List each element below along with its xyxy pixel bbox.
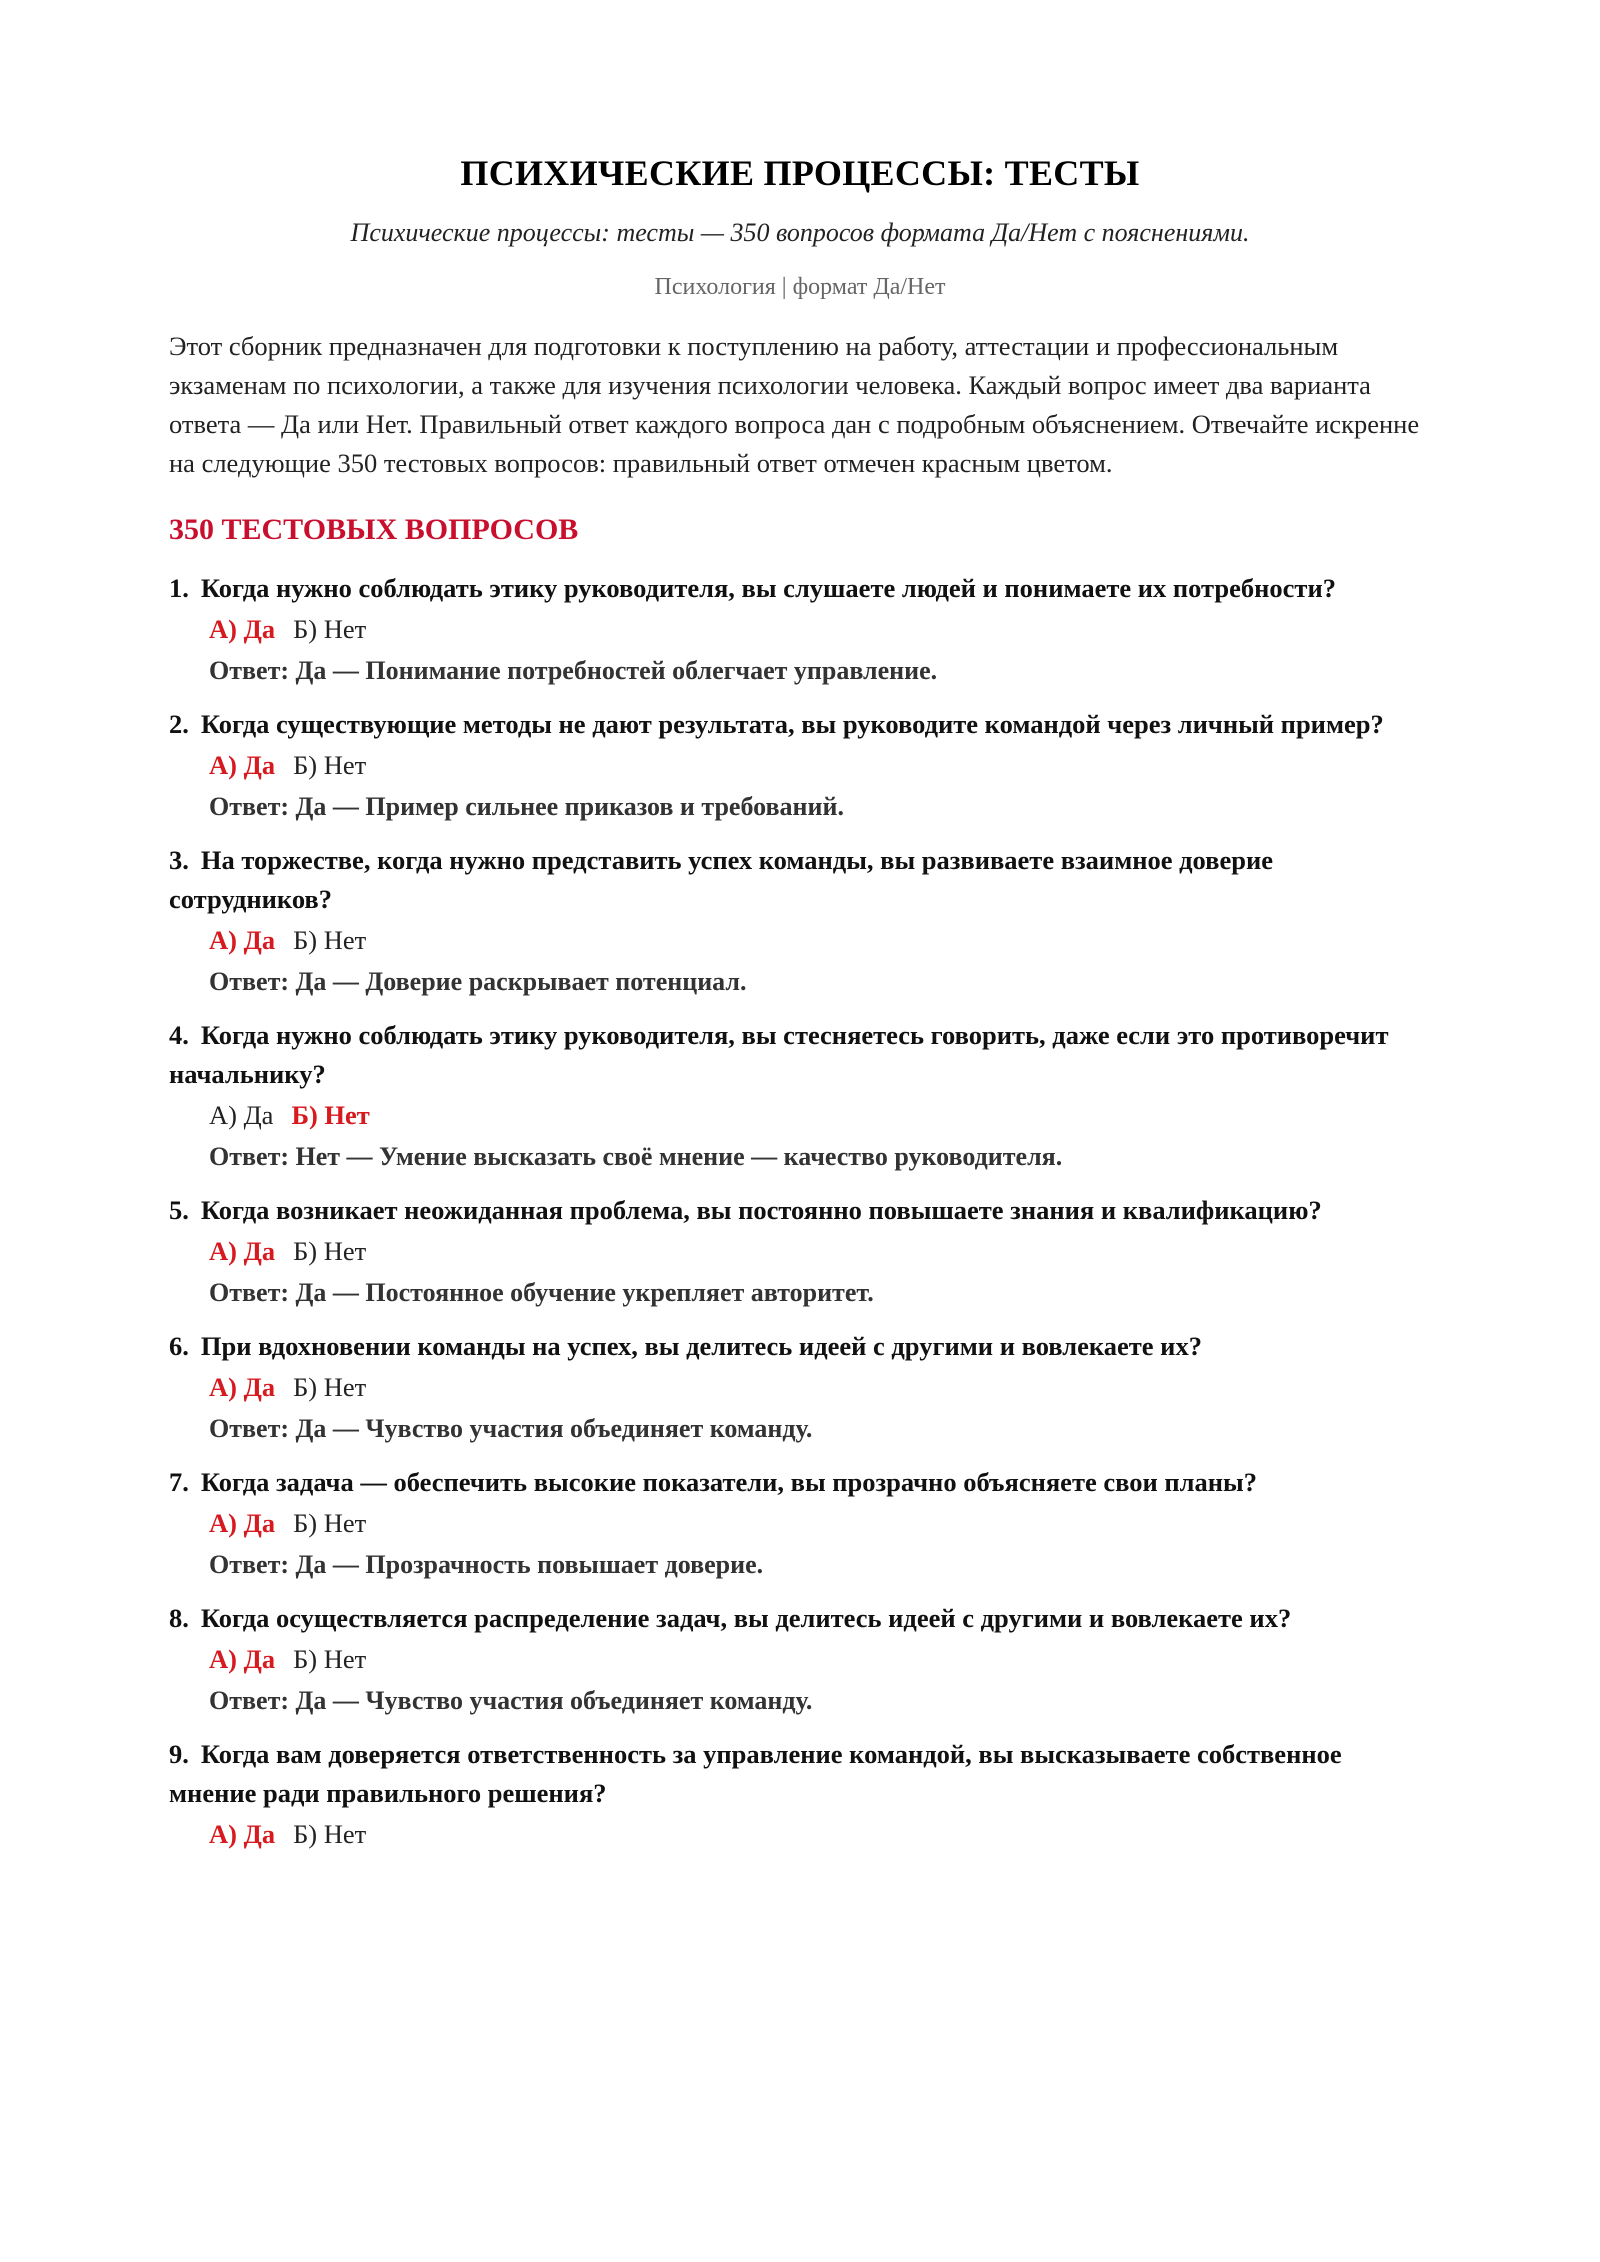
answer-options: [169, 1502, 1431, 1544]
category-line: Психология | формат Да/Нет: [654, 274, 946, 300]
question-text: [169, 841, 1431, 919]
option-a[interactable]: А) Да: [209, 1819, 276, 1849]
question-number: 7.: [169, 1467, 189, 1497]
question-number: 3.: [169, 845, 189, 875]
question-body: Когда возникает неожиданная проблема, вы постоянно повышаете знания и квалификацию?: [200, 1195, 1322, 1225]
question-body: Когда задача — обеспечить высокие показатели, вы прозрачно объясняете свои планы?: [200, 1467, 1257, 1497]
question-number: 2.: [169, 709, 189, 739]
question-item: [169, 841, 1431, 1003]
option-b[interactable]: Б) Нет: [293, 1644, 367, 1674]
option-a[interactable]: А) Да: [209, 614, 276, 644]
answer-explanation: Ответ: Да — Доверие раскрывает потенциал.: [209, 967, 747, 996]
option-a[interactable]: А) Да: [209, 750, 276, 780]
answer-options: [169, 1094, 1431, 1136]
answer-options: [169, 608, 1431, 650]
question-number: 1.: [169, 573, 189, 603]
question-text: [169, 1599, 1431, 1638]
answer-options: [169, 1638, 1431, 1680]
question-text: [169, 569, 1431, 608]
question-list: [169, 569, 1431, 1855]
option-b[interactable]: Б) Нет: [293, 750, 367, 780]
answer-explanation: Ответ: Да — Постоянное обучение укрепляет авторитет.: [209, 1278, 874, 1307]
answer-options: [169, 1813, 1431, 1855]
question-number: 6.: [169, 1331, 189, 1361]
answer-options: [169, 919, 1431, 961]
answer-explanation: Ответ: Да — Прозрачность повышает доверие.: [209, 1550, 764, 1579]
question-text: [169, 1463, 1431, 1502]
question-body: Когда осуществляется распределение задач, вы делитесь идеей с другими и вовлекаете их?: [200, 1603, 1292, 1633]
option-a[interactable]: А) Да: [209, 1372, 276, 1402]
option-b[interactable]: Б) Нет: [293, 1372, 367, 1402]
question-number: 9.: [169, 1739, 189, 1769]
question-item: [169, 1327, 1431, 1450]
question-number: 8.: [169, 1603, 189, 1633]
option-b[interactable]: Б) Нет: [293, 925, 367, 955]
answer-explanation: Ответ: Да — Понимание потребностей облегчает управление.: [209, 656, 938, 685]
question-body: Когда существующие методы не дают результата, вы руководите командой через личный пример?: [200, 709, 1384, 739]
option-a[interactable]: А) Да: [209, 1644, 276, 1674]
answer-options: [169, 1366, 1431, 1408]
question-text: [169, 1327, 1431, 1366]
question-item: [169, 705, 1431, 828]
question-item: [169, 1191, 1431, 1314]
option-a[interactable]: А) Да: [209, 1508, 276, 1538]
question-body: Когда вам доверяется ответственность за управление командой, вы высказываете собственное мнение ради правильного решения?: [169, 1739, 1342, 1808]
question-body: Когда нужно соблюдать этику руководителя, вы стесняетесь говорить, даже если это противоречит начальнику?: [169, 1020, 1389, 1089]
question-body: На торжестве, когда нужно представить успех команды, вы развиваете взаимное доверие сотрудников?: [169, 845, 1273, 914]
question-text: [169, 1016, 1431, 1094]
question-text: [169, 705, 1431, 744]
page-title: ПСИХИЧЕСКИЕ ПРОЦЕССЫ: ТЕСТЫ: [460, 153, 1140, 193]
question-text: [169, 1191, 1431, 1230]
answer-explanation: Ответ: Да — Чувство участия объединяет команду.: [209, 1414, 813, 1443]
question-number: 4.: [169, 1020, 189, 1050]
page-subtitle: Психические процессы: тесты — 350 вопросов формата Да/Нет с пояснениями.: [350, 218, 1250, 247]
option-b[interactable]: Б) Нет: [293, 1508, 367, 1538]
option-a[interactable]: А) Да: [209, 925, 276, 955]
document-page: [169, 0, 1431, 1868]
option-a[interactable]: А) Да: [209, 1100, 274, 1130]
option-b[interactable]: Б) Нет: [291, 1100, 370, 1130]
option-a[interactable]: А) Да: [209, 1236, 276, 1266]
question-item: [169, 1016, 1431, 1178]
answer-explanation: Ответ: Нет — Умение высказать своё мнение — качество руководителя.: [209, 1142, 1063, 1171]
question-body: Когда нужно соблюдать этику руководителя, вы слушаете людей и понимаете их потребности?: [200, 573, 1336, 603]
intro-paragraph: Этот сборник предназначен для подготовки к поступлению на работу, аттестации и профессиональным экзаменам по психологии, а также для изучения психологии человека. Каждый вопрос имеет два варианта ответа — Да или Нет. Правильный ответ каждого вопроса дан с подробным объяснением. Отвечайте искренне на следующие 350 тестовых вопросов: правильный ответ отмечен красным цветом.: [169, 331, 1420, 478]
answer-explanation: Ответ: Да — Пример сильнее приказов и требований.: [209, 792, 844, 821]
answer-explanation: Ответ: Да — Чувство участия объединяет команду.: [209, 1686, 813, 1715]
question-item: [169, 1463, 1431, 1586]
option-b[interactable]: Б) Нет: [293, 614, 367, 644]
question-number: 5.: [169, 1195, 189, 1225]
question-body: При вдохновении команды на успех, вы делитесь идеей с другими и вовлекаете их?: [200, 1331, 1202, 1361]
option-b[interactable]: Б) Нет: [293, 1236, 367, 1266]
section-heading: 350 ТЕСТОВЫХ ВОПРОСОВ: [169, 513, 579, 546]
answer-options: [169, 744, 1431, 786]
question-text: [169, 1735, 1431, 1813]
question-item: [169, 1599, 1431, 1722]
option-b[interactable]: Б) Нет: [293, 1819, 367, 1849]
question-item: [169, 1735, 1431, 1855]
question-item: [169, 569, 1431, 692]
answer-options: [169, 1230, 1431, 1272]
